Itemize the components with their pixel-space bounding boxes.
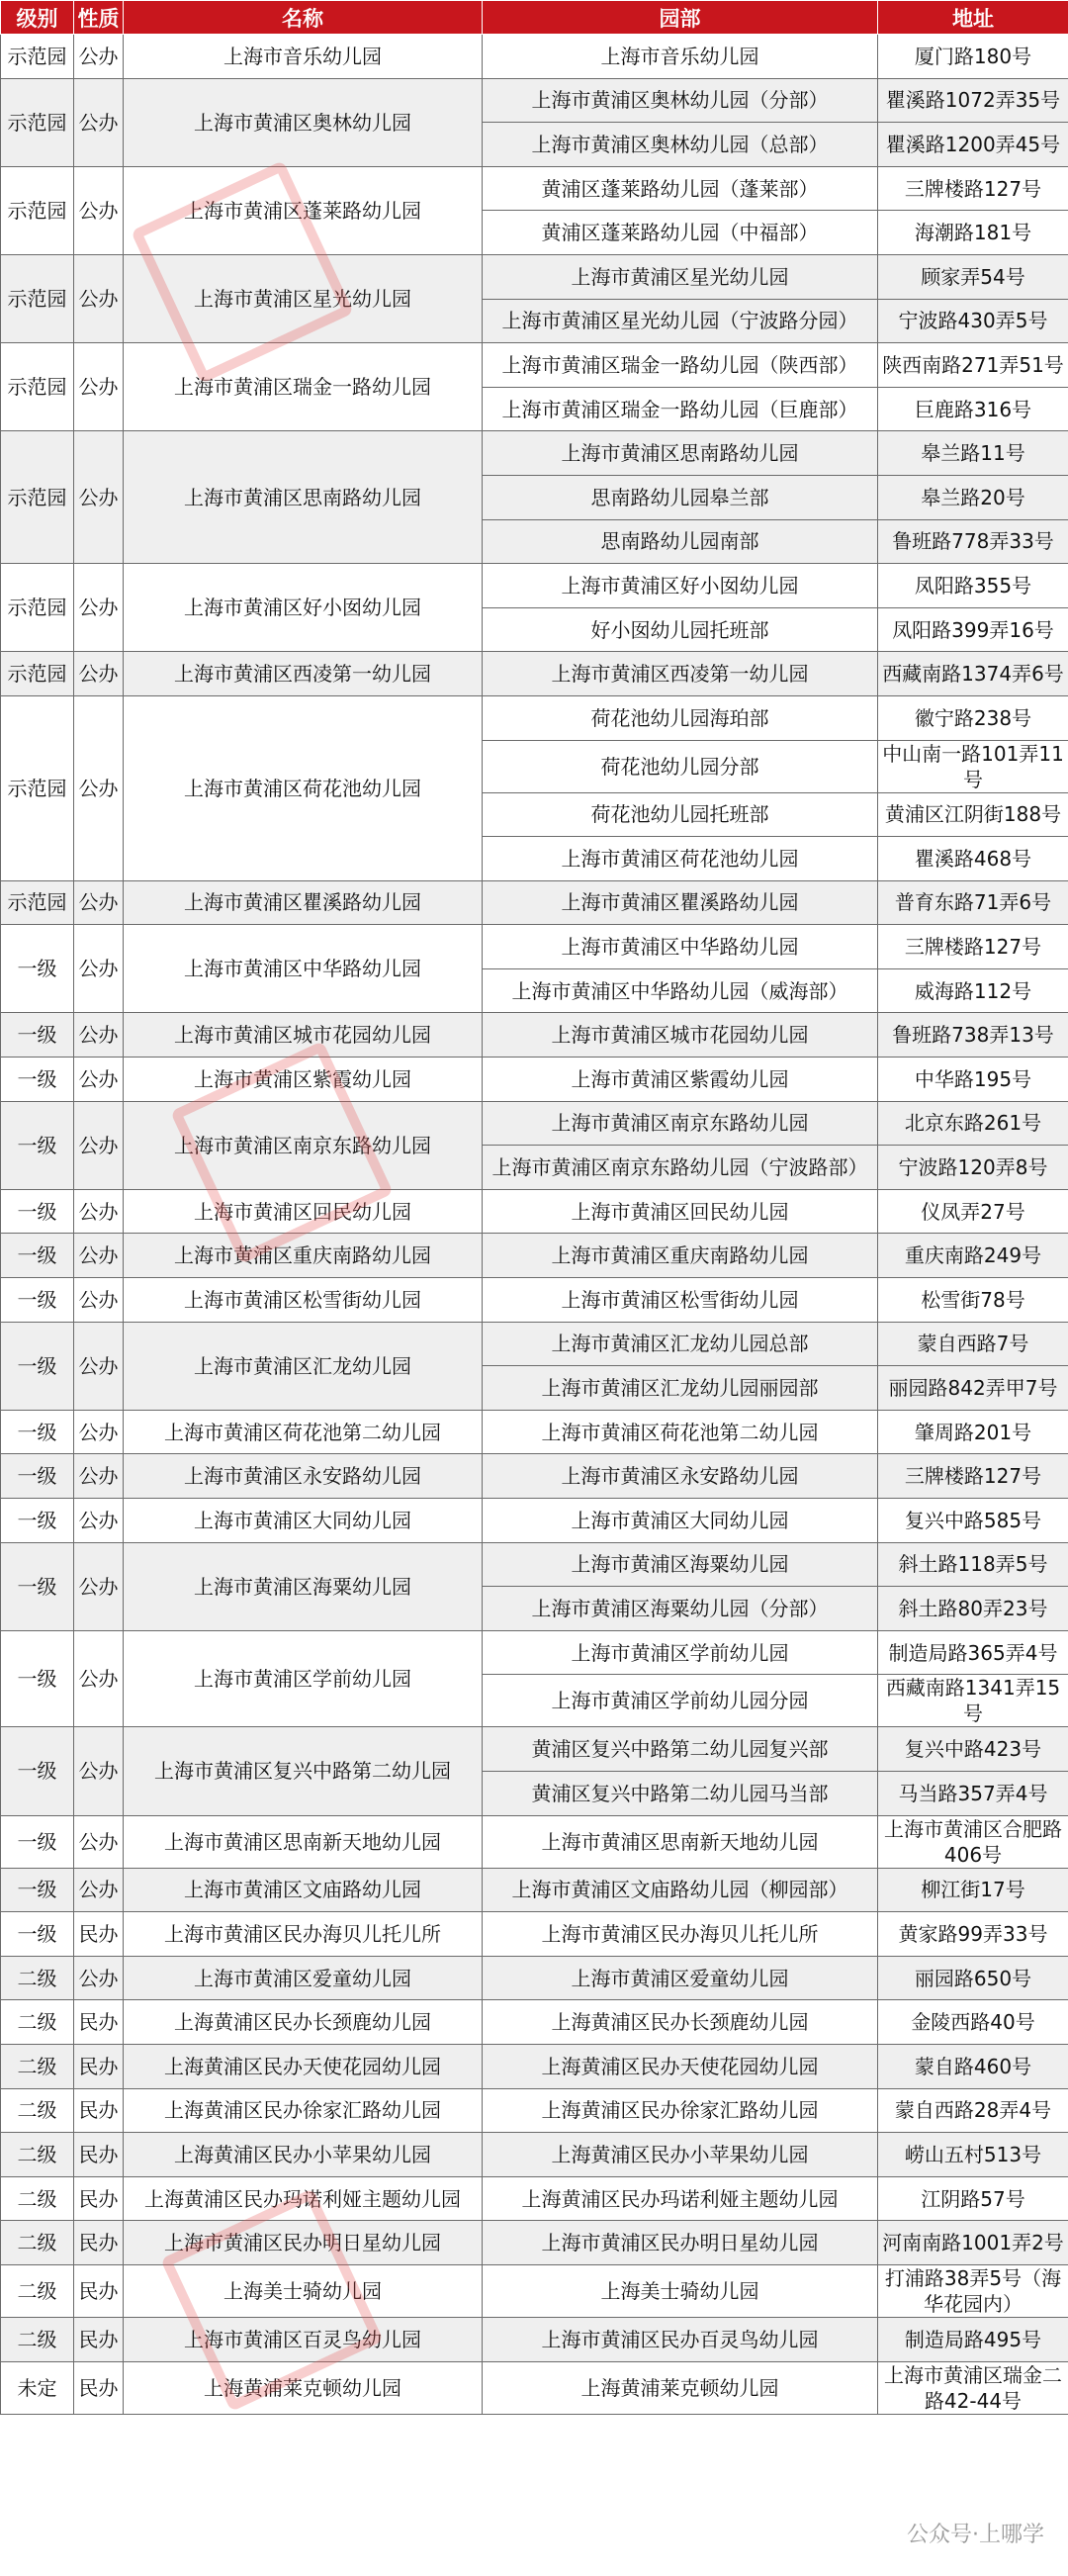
cell-address: 鲁班路738弄13号 [878,1013,1068,1058]
cell-type: 公办 [74,35,124,79]
cell-type: 公办 [74,925,124,1013]
cell-address: 中华路195号 [878,1058,1068,1102]
cell-address: 斜土路118弄5号 [878,1542,1068,1587]
cell-address: 西藏南路1374弄6号 [878,652,1068,696]
cell-level: 一级 [1,1868,74,1912]
table-row [1,1234,1068,1278]
header-campus: 园部 [483,1,878,35]
cell-type: 民办 [74,2088,124,2133]
table-row [1,1815,1068,1868]
cell-address: 河南南路1001弄2号 [878,2221,1068,2265]
cell-name: 上海市黄浦区民办明日星幼儿园 [124,2221,483,2265]
cell-level: 示范园 [1,652,74,696]
cell-campus: 上海市黄浦区思南路幼儿园 [483,431,878,476]
table-row [1,1542,1068,1587]
cell-name: 上海市黄浦区汇龙幼儿园 [124,1322,483,1410]
cell-type: 公办 [74,343,124,431]
cell-name: 上海市黄浦区荷花池第二幼儿园 [124,1410,483,1454]
cell-level: 示范园 [1,695,74,880]
header-level: 级别 [1,1,74,35]
cell-type: 公办 [74,1956,124,2000]
cell-name: 上海市黄浦区好小囡幼儿园 [124,564,483,652]
cell-address: 徽宁路238号 [878,695,1068,740]
cell-address: 黄家路99弄33号 [878,1912,1068,1957]
cell-campus: 上海黄浦区民办长颈鹿幼儿园 [483,2000,878,2045]
cell-level: 一级 [1,925,74,1013]
cell-address: 中山南一路101弄11号 [878,740,1068,792]
cell-type: 公办 [74,1234,124,1278]
cell-level: 示范园 [1,880,74,925]
cell-type: 公办 [74,1189,124,1234]
cell-name: 上海市黄浦区奥林幼儿园 [124,78,483,166]
cell-name: 上海市黄浦区学前幼儿园 [124,1630,483,1727]
cell-level: 一级 [1,1322,74,1410]
cell-name: 上海市黄浦区永安路幼儿园 [124,1454,483,1499]
cell-name: 上海黄浦区民办长颈鹿幼儿园 [124,2000,483,2045]
cell-name: 上海市黄浦区城市花园幼儿园 [124,1013,483,1058]
cell-level: 二级 [1,2044,74,2088]
cell-address: 制造局路495号 [878,2317,1068,2361]
cell-campus: 黄浦区复兴中路第二幼儿园复兴部 [483,1727,878,1772]
cell-level: 二级 [1,2133,74,2177]
cell-address: 凤阳路355号 [878,564,1068,608]
cell-name: 上海市黄浦区重庆南路幼儿园 [124,1234,483,1278]
table-row [1,925,1068,969]
cell-type: 公办 [74,1815,124,1868]
cell-level: 示范园 [1,166,74,254]
cell-campus: 思南路幼儿园皋兰部 [483,475,878,519]
cell-type: 民办 [74,2133,124,2177]
cell-address: 巨鹿路316号 [878,387,1068,431]
cell-campus: 上海市黄浦区民办海贝儿托儿所 [483,1912,878,1957]
cell-name: 上海市黄浦区民办海贝儿托儿所 [124,1912,483,1957]
table-row [1,343,1068,388]
cell-campus: 上海市黄浦区永安路幼儿园 [483,1454,878,1499]
cell-type: 公办 [74,695,124,880]
cell-campus: 荷花池幼儿园托班部 [483,792,878,837]
cell-level: 一级 [1,1278,74,1323]
table-row [1,652,1068,696]
cell-type: 民办 [74,2000,124,2045]
cell-address: 金陵西路40号 [878,2000,1068,2045]
table-row [1,1630,1068,1675]
cell-campus: 上海市黄浦区瞿溪路幼儿园 [483,880,878,925]
cell-address: 重庆南路249号 [878,1234,1068,1278]
cell-type: 公办 [74,564,124,652]
table-row [1,78,1068,123]
cell-campus: 上海市黄浦区爱童幼儿园 [483,1956,878,2000]
cell-type: 公办 [74,880,124,925]
cell-address: 普育东路71弄6号 [878,880,1068,925]
cell-name: 上海市黄浦区思南路幼儿园 [124,431,483,564]
cell-level: 二级 [1,1956,74,2000]
cell-address: 黄浦区江阴街188号 [878,792,1068,837]
cell-level: 一级 [1,1101,74,1189]
table-row [1,2000,1068,2045]
cell-name: 上海市黄浦区瑞金一路幼儿园 [124,343,483,431]
cell-address: 丽园路842弄甲7号 [878,1366,1068,1411]
cell-level: 示范园 [1,564,74,652]
cell-name: 上海美士骑幼儿园 [124,2264,483,2317]
cell-type: 公办 [74,1499,124,1543]
cell-type: 民办 [74,2221,124,2265]
cell-address: 蒙自西路28弄4号 [878,2088,1068,2133]
table-row [1,695,1068,740]
cell-campus: 上海黄浦区民办天使花园幼儿园 [483,2044,878,2088]
cell-name: 上海黄浦区民办玛诺利娅主题幼儿园 [124,2176,483,2221]
cell-level: 未定 [1,2361,74,2414]
table-row [1,1956,1068,2000]
cell-level: 二级 [1,2000,74,2045]
table-header-row [1,1,1068,35]
cell-address: 松雪街78号 [878,1278,1068,1323]
cell-campus: 上海市黄浦区民办明日星幼儿园 [483,2221,878,2265]
cell-address: 打浦路38弄5号（海华花园内） [878,2264,1068,2317]
cell-level: 示范园 [1,343,74,431]
cell-campus: 思南路幼儿园南部 [483,519,878,564]
cell-level: 一级 [1,1234,74,1278]
table-row [1,1727,1068,1772]
cell-campus: 上海市黄浦区思南新天地幼儿园 [483,1815,878,1868]
cell-campus: 上海黄浦区民办玛诺利娅主题幼儿园 [483,2176,878,2221]
cell-name: 上海市音乐幼儿园 [124,35,483,79]
table-row [1,2264,1068,2317]
cell-campus: 上海黄浦区民办徐家汇路幼儿园 [483,2088,878,2133]
cell-level: 示范园 [1,431,74,564]
cell-level: 一级 [1,1912,74,1957]
cell-level: 一级 [1,1630,74,1727]
cell-level: 一级 [1,1058,74,1102]
cell-address: 皋兰路20号 [878,475,1068,519]
table-row [1,880,1068,925]
cell-campus: 上海黄浦莱克顿幼儿园 [483,2361,878,2414]
table-row [1,1322,1068,1366]
table-row [1,2221,1068,2265]
cell-address: 蒙自路460号 [878,2044,1068,2088]
cell-name: 上海市黄浦区复兴中路第二幼儿园 [124,1727,483,1815]
cell-address: 陕西南路271弄51号 [878,343,1068,388]
cell-type: 公办 [74,1101,124,1189]
cell-campus: 上海市黄浦区瑞金一路幼儿园（巨鹿部） [483,387,878,431]
table-row [1,254,1068,299]
cell-name: 上海市黄浦区大同幼儿园 [124,1499,483,1543]
cell-level: 一级 [1,1454,74,1499]
cell-name: 上海市黄浦区中华路幼儿园 [124,925,483,1013]
cell-campus: 上海市黄浦区民办百灵鸟幼儿园 [483,2317,878,2361]
table-row [1,2088,1068,2133]
cell-level: 一级 [1,1410,74,1454]
cell-address: 肇周路201号 [878,1410,1068,1454]
cell-campus: 上海市黄浦区好小囡幼儿园 [483,564,878,608]
table-row [1,2044,1068,2088]
table-row [1,1058,1068,1102]
cell-campus: 上海市黄浦区城市花园幼儿园 [483,1013,878,1058]
cell-name: 上海市黄浦区荷花池幼儿园 [124,695,483,880]
cell-level: 示范园 [1,35,74,79]
cell-address: 北京东路261号 [878,1101,1068,1146]
cell-address: 三牌楼路127号 [878,925,1068,969]
cell-address: 柳江街17号 [878,1868,1068,1912]
cell-type: 民办 [74,1912,124,1957]
cell-campus: 荷花池幼儿园分部 [483,740,878,792]
cell-campus: 上海市黄浦区中华路幼儿园（威海部） [483,968,878,1013]
cell-address: 马当路357弄4号 [878,1771,1068,1815]
cell-name: 上海黄浦区民办小苹果幼儿园 [124,2133,483,2177]
cell-campus: 上海市黄浦区学前幼儿园 [483,1630,878,1675]
cell-campus: 上海市黄浦区大同幼儿园 [483,1499,878,1543]
cell-type: 公办 [74,166,124,254]
cell-address: 江阴路57号 [878,2176,1068,2221]
cell-name: 上海市黄浦区紫霞幼儿园 [124,1058,483,1102]
table-row [1,431,1068,476]
table-row [1,1868,1068,1912]
cell-campus: 上海市黄浦区重庆南路幼儿园 [483,1234,878,1278]
table-row [1,35,1068,79]
cell-name: 上海市黄浦区文庙路幼儿园 [124,1868,483,1912]
table-row [1,1101,1068,1146]
cell-address: 三牌楼路127号 [878,166,1068,211]
wechat-corner-label: 公众号·上哪学 [901,2516,1050,2550]
table-row [1,1278,1068,1323]
cell-campus: 上海市黄浦区海粟幼儿园（分部） [483,1587,878,1631]
cell-campus: 上海黄浦区民办小苹果幼儿园 [483,2133,878,2177]
cell-campus: 上海市黄浦区回民幼儿园 [483,1189,878,1234]
cell-type: 公办 [74,1058,124,1102]
cell-address: 威海路112号 [878,968,1068,1013]
table-row [1,1912,1068,1957]
cell-campus: 荷花池幼儿园海珀部 [483,695,878,740]
cell-type: 民办 [74,2264,124,2317]
table-row [1,1499,1068,1543]
cell-campus: 上海市黄浦区西凌第一幼儿园 [483,652,878,696]
cell-name: 上海黄浦莱克顿幼儿园 [124,2361,483,2414]
cell-name: 上海市黄浦区百灵鸟幼儿园 [124,2317,483,2361]
cell-type: 公办 [74,1542,124,1630]
cell-type: 公办 [74,1868,124,1912]
cell-campus: 上海市黄浦区汇龙幼儿园总部 [483,1322,878,1366]
cell-level: 一级 [1,1189,74,1234]
cell-address: 蒙自西路7号 [878,1322,1068,1366]
cell-type: 民办 [74,2361,124,2414]
cell-campus: 上海美士骑幼儿园 [483,2264,878,2317]
cell-type: 公办 [74,652,124,696]
cell-address: 三牌楼路127号 [878,1454,1068,1499]
cell-level: 二级 [1,2317,74,2361]
cell-campus: 黄浦区蓬莱路幼儿园（蓬莱部） [483,166,878,211]
cell-type: 公办 [74,431,124,564]
header-type: 性质 [74,1,124,35]
cell-level: 二级 [1,2088,74,2133]
cell-campus: 上海市黄浦区中华路幼儿园 [483,925,878,969]
cell-campus: 上海市黄浦区星光幼儿园（宁波路分园） [483,299,878,343]
table-row [1,166,1068,211]
cell-level: 一级 [1,1542,74,1630]
cell-address: 顾家弄54号 [878,254,1068,299]
cell-address: 仪凤弄27号 [878,1189,1068,1234]
cell-name: 上海市黄浦区海粟幼儿园 [124,1542,483,1630]
cell-type: 公办 [74,1454,124,1499]
cell-type: 公办 [74,1278,124,1323]
table-row [1,2133,1068,2177]
cell-address: 宁波路430弄5号 [878,299,1068,343]
cell-level: 二级 [1,2221,74,2265]
table-row [1,2176,1068,2221]
cell-address: 宁波路120弄8号 [878,1146,1068,1190]
cell-type: 公办 [74,1630,124,1727]
cell-type: 公办 [74,1727,124,1815]
cell-name: 上海市黄浦区蓬莱路幼儿园 [124,166,483,254]
cell-name: 上海市黄浦区爱童幼儿园 [124,1956,483,2000]
cell-type: 民办 [74,2176,124,2221]
cell-campus: 上海市黄浦区瑞金一路幼儿园（陕西部） [483,343,878,388]
cell-address: 上海市黄浦区瑞金二路42-44号 [878,2361,1068,2414]
cell-name: 上海黄浦区民办徐家汇路幼儿园 [124,2088,483,2133]
cell-level: 示范园 [1,78,74,166]
cell-address: 厦门路180号 [878,35,1068,79]
cell-address: 丽园路650号 [878,1956,1068,2000]
cell-address: 瞿溪路1200弄45号 [878,123,1068,167]
cell-campus: 上海市黄浦区文庙路幼儿园（柳园部） [483,1868,878,1912]
cell-name: 上海市黄浦区松雪街幼儿园 [124,1278,483,1323]
table-row [1,1454,1068,1499]
cell-campus: 上海市黄浦区海粟幼儿园 [483,1542,878,1587]
cell-type: 民办 [74,2044,124,2088]
cell-campus: 上海市黄浦区奥林幼儿园（分部） [483,78,878,123]
cell-campus: 上海市黄浦区学前幼儿园分园 [483,1675,878,1727]
header-name: 名称 [124,1,483,35]
cell-campus: 上海市黄浦区南京东路幼儿园（宁波路部） [483,1146,878,1190]
cell-campus: 上海市黄浦区汇龙幼儿园丽园部 [483,1366,878,1411]
cell-name: 上海市黄浦区思南新天地幼儿园 [124,1815,483,1868]
table-row [1,2361,1068,2414]
cell-campus: 上海市黄浦区荷花池幼儿园 [483,837,878,881]
cell-campus: 上海市黄浦区松雪街幼儿园 [483,1278,878,1323]
cell-address: 复兴中路585号 [878,1499,1068,1543]
cell-address: 斜土路80弄23号 [878,1587,1068,1631]
cell-level: 示范园 [1,254,74,342]
cell-name: 上海黄浦区民办天使花园幼儿园 [124,2044,483,2088]
cell-address: 凤阳路399弄16号 [878,607,1068,652]
cell-level: 一级 [1,1013,74,1058]
cell-name: 上海市黄浦区星光幼儿园 [124,254,483,342]
cell-campus: 黄浦区复兴中路第二幼儿园马当部 [483,1771,878,1815]
cell-type: 公办 [74,254,124,342]
cell-address: 崂山五村513号 [878,2133,1068,2177]
cell-type: 公办 [74,1322,124,1410]
cell-type: 公办 [74,78,124,166]
cell-campus: 上海市音乐幼儿园 [483,35,878,79]
cell-address: 上海市黄浦区合肥路406号 [878,1815,1068,1868]
cell-type: 公办 [74,1013,124,1058]
cell-address: 皋兰路11号 [878,431,1068,476]
cell-level: 一级 [1,1815,74,1868]
cell-campus: 上海市黄浦区南京东路幼儿园 [483,1101,878,1146]
table-row [1,1410,1068,1454]
cell-name: 上海市黄浦区南京东路幼儿园 [124,1101,483,1189]
cell-campus: 黄浦区蓬莱路幼儿园（中福部） [483,211,878,255]
cell-address: 瞿溪路1072弄35号 [878,78,1068,123]
cell-campus: 上海市黄浦区奥林幼儿园（总部） [483,123,878,167]
cell-address: 制造局路365弄4号 [878,1630,1068,1675]
cell-name: 上海市黄浦区回民幼儿园 [124,1189,483,1234]
table-row [1,1189,1068,1234]
table-row [1,564,1068,608]
cell-name: 上海市黄浦区瞿溪路幼儿园 [124,880,483,925]
cell-level: 二级 [1,2176,74,2221]
cell-type: 公办 [74,1410,124,1454]
cell-address: 西藏南路1341弄15号 [878,1675,1068,1727]
cell-campus: 好小囡幼儿园托班部 [483,607,878,652]
table-body [1,35,1068,2415]
cell-level: 一级 [1,1499,74,1543]
cell-type: 民办 [74,2317,124,2361]
cell-address: 海潮路181号 [878,211,1068,255]
table-row [1,2317,1068,2361]
cell-campus: 上海市黄浦区星光幼儿园 [483,254,878,299]
cell-name: 上海市黄浦区西凌第一幼儿园 [124,652,483,696]
cell-address: 鲁班路778弄33号 [878,519,1068,564]
cell-address: 瞿溪路468号 [878,837,1068,881]
table-row [1,1013,1068,1058]
cell-campus: 上海市黄浦区紫霞幼儿园 [483,1058,878,1102]
cell-level: 一级 [1,1727,74,1815]
header-address: 地址 [878,1,1068,35]
cell-campus: 上海市黄浦区荷花池第二幼儿园 [483,1410,878,1454]
cell-level: 二级 [1,2264,74,2317]
cell-address: 复兴中路423号 [878,1727,1068,1772]
